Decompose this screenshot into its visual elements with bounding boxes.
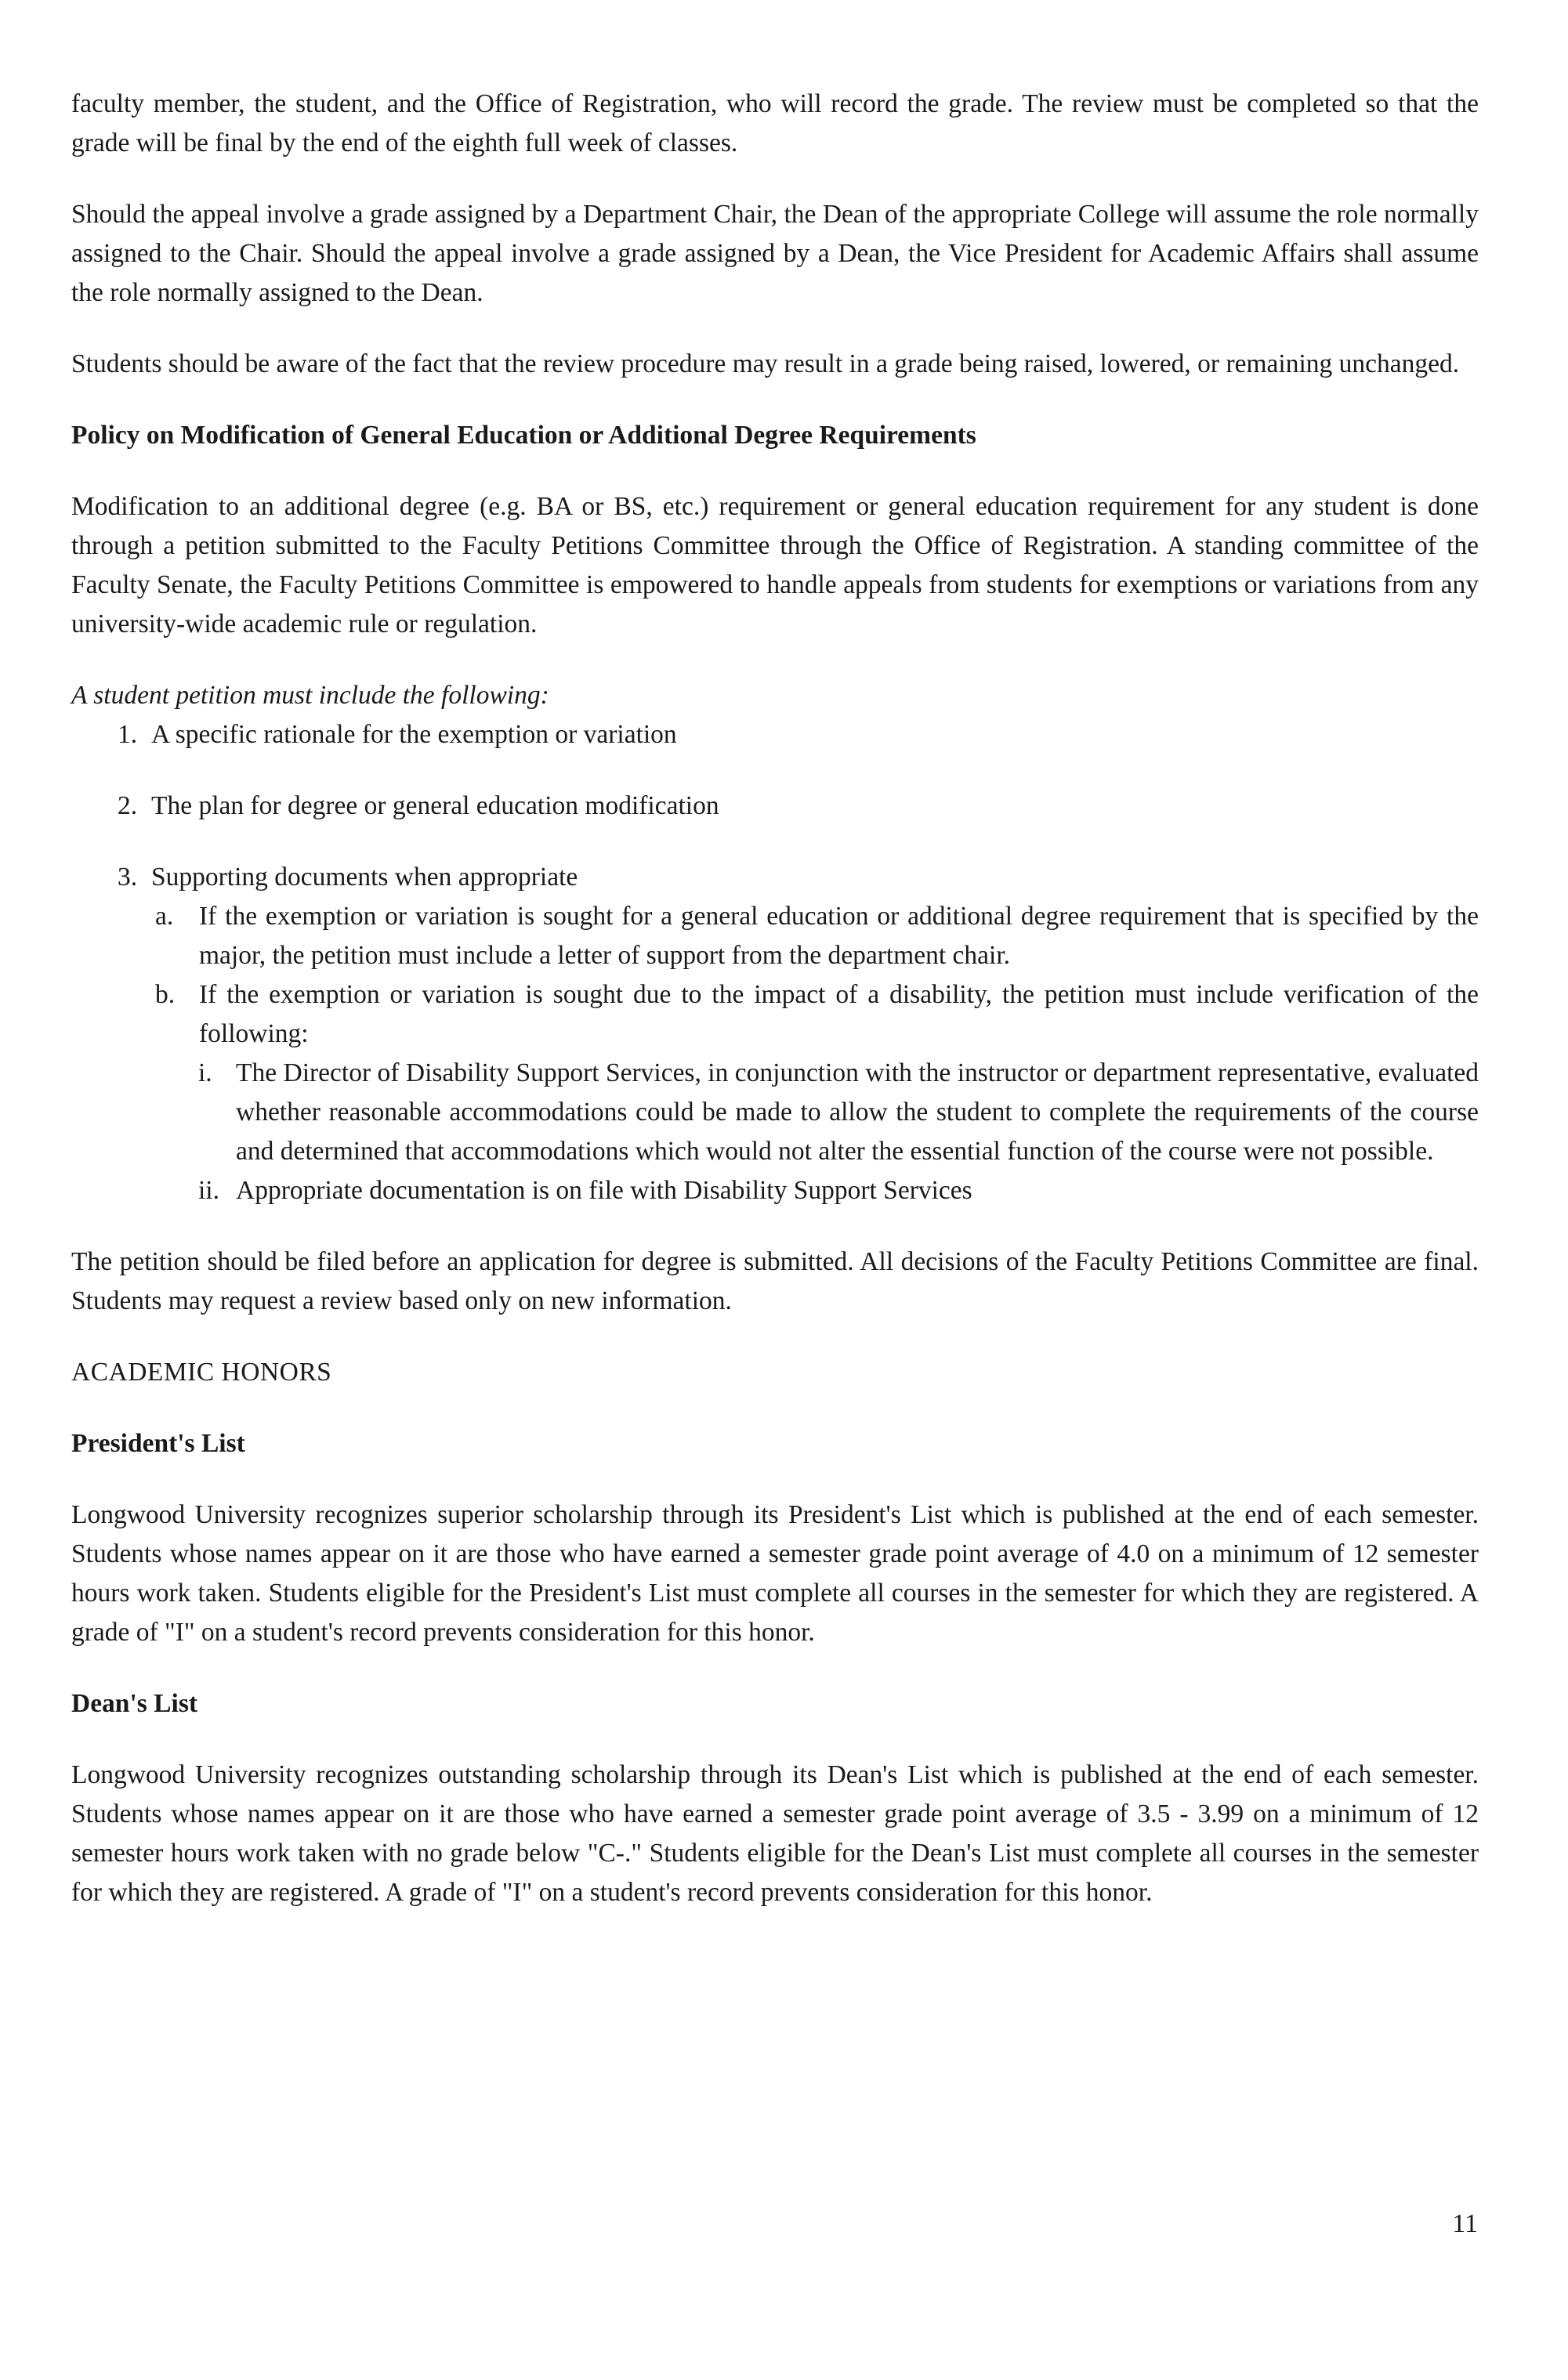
paragraph-petition-filing: The petition should be filed before an application for degree is submitted. All decisions of the Faculty Petitions Committee are final. Students may request a review based only on new information. <box>71 1247 1479 1315</box>
page-number: 11 <box>1452 2209 1478 2238</box>
paragraph-chair-dean-appeal: Should the appeal involve a grade assigned by a Department Chair, the Dean of the appropriate College will assume the role normally assigned to the Chair. Should the appeal involve a grade assigned by a Dean, the Vice President for Academic Affairs shall assume the role normally assigned to the Dean. <box>71 200 1479 307</box>
list-item-number: 2. <box>118 791 138 820</box>
academic-honors-heading: ACADEMIC HONORS <box>71 1358 332 1387</box>
list-item <box>71 787 1479 826</box>
list-subitem <box>71 975 1479 1054</box>
policy-heading: Policy on Modification of General Education or Additional Degree Requirements <box>71 421 976 450</box>
list-subsubitem <box>71 1054 1479 1171</box>
list-item-text: Supporting documents when appropriate <box>151 863 578 892</box>
paragraph-deans-list: Longwood University recognizes outstanding scholarship through its Dean's List which is published at the end of each semester. Students whose names appear on it are those who have earned a semester grade point average of 3.5 - 3.99 on a minimum of 12 semester hours work taken with no grade below "C-." Students eligible for the Dean's List must complete all courses in the semester for which they are registered. A grade of "I" on a student's record prevents consideration for this honor. <box>71 1760 1479 1907</box>
document-page <box>71 85 1479 1912</box>
deans-list-heading: Dean's List <box>71 1689 198 1718</box>
list-item-text: The Director of Disability Support Services, in conjunction with the instructor or department representative, evaluated whether reasonable accommodations could be made to allow the student to complete the requirements of the course and determined that accommodations which would not alter the essential function of the course were not possible. <box>236 1058 1479 1166</box>
presidents-list-heading: President's List <box>71 1429 245 1458</box>
list-item-roman: i. <box>198 1058 212 1087</box>
paragraph-presidents-list: Longwood University recognizes superior scholarship through its President's List which is published at the end of each semester. Students whose names appear on it are those who have earned a semester grade point average of 4.0 on a minimum of 12 semester hours work taken. Students eligible for the President's List must complete all courses in the semester for which they are registered. A grade of "I" on a student's record prevents consideration for this honor. <box>71 1500 1479 1647</box>
list-item-letter: b. <box>155 980 176 1009</box>
list-item-roman: ii. <box>198 1176 219 1205</box>
list-item-number: 3. <box>118 863 138 892</box>
list-item-text: A specific rationale for the exemption or variation <box>151 720 677 749</box>
list-item <box>71 858 1479 897</box>
petition-list-lead: A student petition must include the following: <box>71 681 549 710</box>
list-item-text: If the exemption or variation is sought for a general education or additional degree requirement that is specified by the major, the petition must include a letter of support from the department chair. <box>199 902 1479 970</box>
list-subitem <box>71 897 1479 975</box>
list-item-text: If the exemption or variation is sought due to the impact of a disability, the petition must include verification of the following: <box>199 980 1479 1048</box>
petition-requirements-list <box>71 715 1479 1210</box>
list-item-text: The plan for degree or general education modification <box>151 791 719 820</box>
list-item <box>71 715 1479 754</box>
paragraph-modification: Modification to an additional degree (e.g. BA or BS, etc.) requirement or general education requirement for any student is done through a petition submitted to the Faculty Petitions Committee through the Office of Registration. A standing committee of the Faculty Senate, the Faculty Petitions Committee is empowered to handle appeals from students for exemptions or variations from any university-wide academic rule or regulation. <box>71 492 1479 638</box>
paragraph-review-outcome: Students should be aware of the fact that the review procedure may result in a grade being raised, lowered, or remaining unchanged. <box>71 349 1460 378</box>
paragraph-review-completion: faculty member, the student, and the Office of Registration, who will record the grade. The review must be completed so that the grade will be final by the end of the eighth full week of classes. <box>71 89 1479 157</box>
list-item-letter: a. <box>155 902 174 931</box>
list-subsubitem <box>71 1171 1479 1210</box>
list-item-text: Appropriate documentation is on file with Disability Support Services <box>236 1176 972 1205</box>
list-item-number: 1. <box>118 720 138 749</box>
